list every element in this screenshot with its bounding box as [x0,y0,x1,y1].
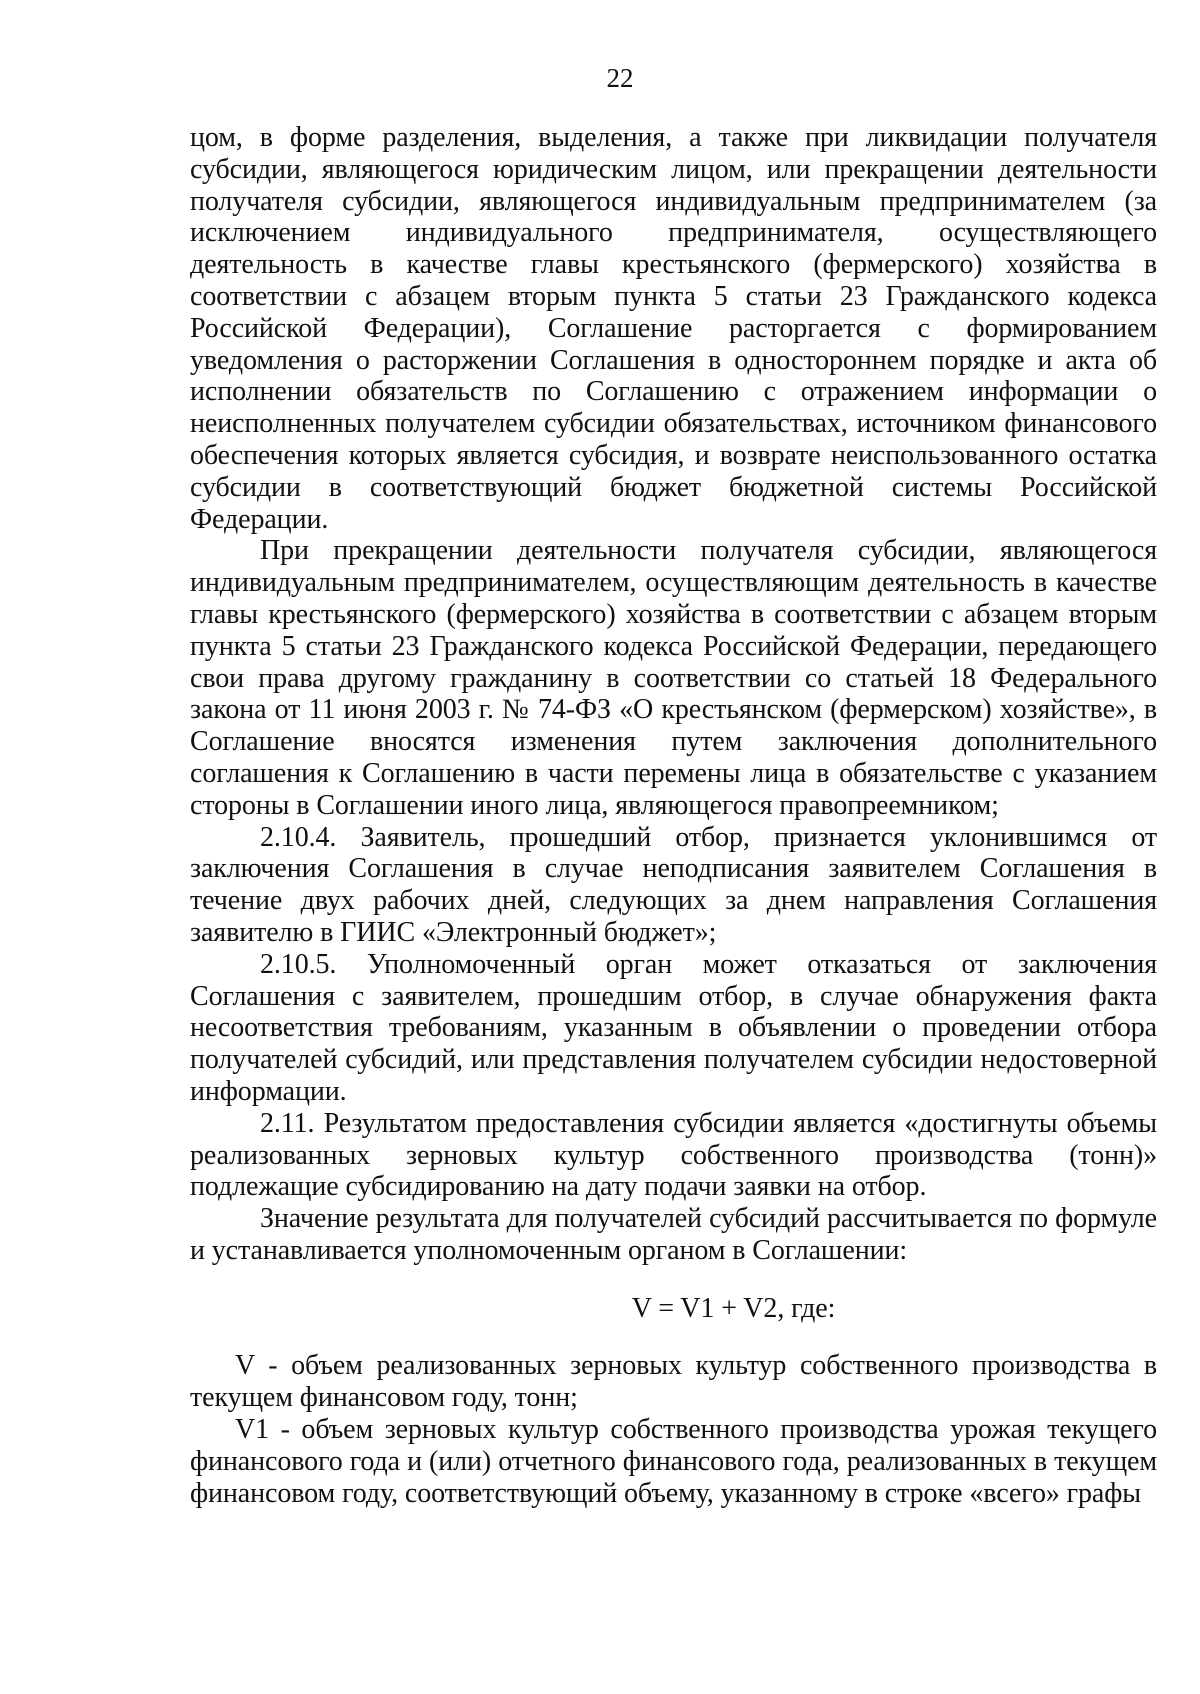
paragraph-continuation: цом, в форме разделения, выделения, а также при ликвидации получателя субсидии, являющегося юридическим лицом, или прекращении деятельности получателя субсидии, являющегося индивидуальным предпринимателем (за исключением индивидуального предпринимателя, осуществляющего деятельность в качестве главы крестьянского (фермерского) хозяйства в соответствии с абзацем вторым пункта 5 статьи 23 Гражданского кодекса Российской Федерации), Соглашение расторгается с формированием уведомления о расторжении Соглашения в одностороннем порядке и акта об исполнении обязательств по Соглашению с отражением информации о неисполненных получателем субсидии обязательствах, источником финансового обеспечения которых является субсидия, и возврате неиспользованного остатка субсидии в соответствующий бюджет бюджетной системы Российской Федерации. [190,122,1157,535]
paragraph-2-10-5: 2.10.5. Уполномоченный орган может отказаться от заключения Соглашения с заявителем, прошедшим отбор, в случае обнаружения факта несоответствия требованиям, указанным в объявлении о проведении отбора получателей субсидий, или представления получателем субсидии недостоверной информации. [190,948,1157,1107]
document-body [190,122,1157,1509]
page-number: 22 [606,63,634,93]
definition-v1: V1 - объем зерновых культур собственного производства урожая текущего финансового года и (или) отчетного финансового года, реализованных в текущем финансовом году, соответствующий объему, указанному в строке «всего» графы [190,1414,1157,1509]
paragraph-2-10-4: 2.10.4. Заявитель, прошедший отбор, признается уклонившимся от заключения Соглашения в случае неподписания заявителем Соглашения в течение двух рабочих дней, следующих за днем направления Соглашения заявителю в ГИИС «Электронный бюджет»; [190,821,1157,948]
paragraph-result-formula-intro: Значение результата для получателей субсидий рассчитывается по формуле и устанавливается уполномоченным органом в Соглашении: [190,1203,1157,1266]
paragraph-termination-of-activity: При прекращении деятельности получателя субсидии, являющегося индивидуальным предпринимателем, осуществляющим деятельность в качестве главы крестьянского (фермерского) хозяйства в соответствии с абзацем вторым пункта 5 статьи 23 Гражданского кодекса Российской Федерации, передающего свои права другому гражданину в соответствии со статьей 18 Федерального закона от 11 июня 2003 г. № 74-ФЗ «О крестьянском (фермерском) хозяйстве», в Соглашение вносятся изменения путем заключения дополнительного соглашения к Соглашению в части перемены лица в обязательстве с указанием стороны в Соглашении иного лица, являющегося правопреемником; [190,535,1157,821]
paragraph-2-11: 2.11. Результатом предоставления субсидии является «достигнуты объемы реализованных зерновых культур собственного производства (тонн)» подлежащие субсидированию на дату подачи заявки на отбор. [190,1107,1157,1203]
formula: V = V1 + V2, где: [631,1292,836,1324]
definition-v: V - объем реализованных зерновых культур собственного производства в текущем финансовом году, тонн; [190,1350,1157,1414]
